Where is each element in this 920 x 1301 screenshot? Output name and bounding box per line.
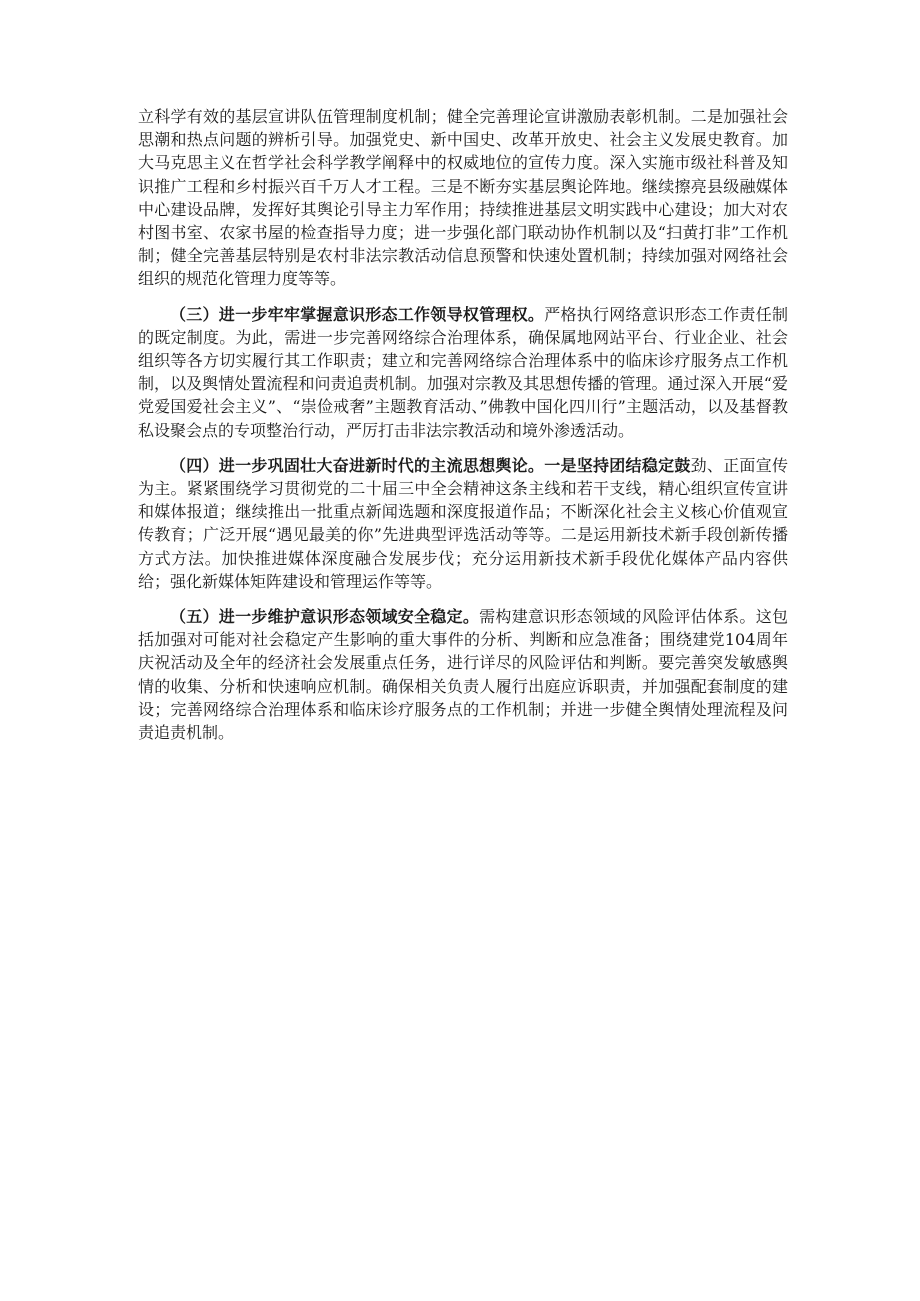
paragraph-heading: （五）进一步维护意识形态领域安全稳定。	[170, 607, 480, 627]
paragraph-body: 立科学有效的基层宣讲队伍管理制度机制；健全完善理论宣讲激励表彰机制。二是加强社会思潮和热点问题的辨析引导。加强党史、新中国史、改革开放史、社会主义发展史教育。加大马克思主义在哲学社会科学教学阐释中的权威地位的宣传力度。深入实施市级社科普及知识推广工程和乡村振兴百千万人才工程。三是不断夯实基层舆论阵地。继续擦亮县级融媒体中心建设品牌，发挥好其舆论引导主力军作用；持续推进基层文明实践中心建设；加大对农村图书室、农家书屋的检查指导力度；进一步强化部门联动协作机制以及“扫黄打非”工作机制；健全完善基层特别是农村非法宗教活动信息预警和快速处置机制；持续加强对网络社会组织的规范化管理力度等等。	[138, 107, 788, 289]
document-page	[138, 105, 788, 756]
paragraph-heading: （四）进一步巩固壮大奋进新时代的主流思想舆论。一是坚持团结稳定鼓	[170, 455, 691, 475]
paragraph-body: 严格执行网络意识形态工作责任制的既定制度。为此，需进一步完善网络综合治理体系，确保属地网站平台、行业企业、社会组织等各方切实履行其工作职责；建立和完善网络综合治理体系中的临床诊疗服务点工作机制，以及舆情处置流程和问责追责机制。加强对宗教及其思想传播的管理。通过深入开展“爱党爱国爱社会主义”、“崇俭戒奢”主题教育活动、”佛教中国化四川行”主题活动，以及基督教私设聚会点的专项整治行动，严厉打击非法宗教活动和境外渗透活动。	[138, 304, 788, 440]
paragraph-section-5	[138, 605, 788, 744]
paragraph-body: 需构建意识形态领域的风险评估体系。这包括加强对可能对社会稳定产生影响的重大事件的分析、判断和应急准备；围绕建党104周年庆祝活动及全年的经济社会发展重点任务，进行详尽的风险评估和判断。要完善突发敏感舆情的收集、分析和快速响应机制。确保相关负责人履行出庭应诉职责，并加强配套制度的建设；完善网络综合治理体系和临床诊疗服务点的工作机制；并进一步健全舆情处理流程及问责追责机制。	[138, 607, 788, 743]
paragraph-section-3	[138, 303, 788, 442]
paragraph-heading: （三）进一步牢牢掌握意识形态工作领导权管理权。	[170, 304, 545, 324]
paragraph-body: 劲、正面宣传为主。紧紧围绕学习贯彻党的二十届三中全会精神这条主线和若干支线，精心组织宣传宣讲和媒体报道；继续推出一批重点新闻选题和深度报道作品；不断深化社会主义核心价值观宣传教育；广泛开展“遇见最美的你”先进典型评选活动等等。二是运用新技术新手段创新传播方式方法。加快推进媒体深度融合发展步伐；充分运用新技术新手段优化媒体产品内容供给；强化新媒体矩阵建设和管理运作等等。	[138, 455, 788, 591]
paragraph-continuation	[138, 105, 788, 291]
paragraph-section-4	[138, 454, 788, 593]
